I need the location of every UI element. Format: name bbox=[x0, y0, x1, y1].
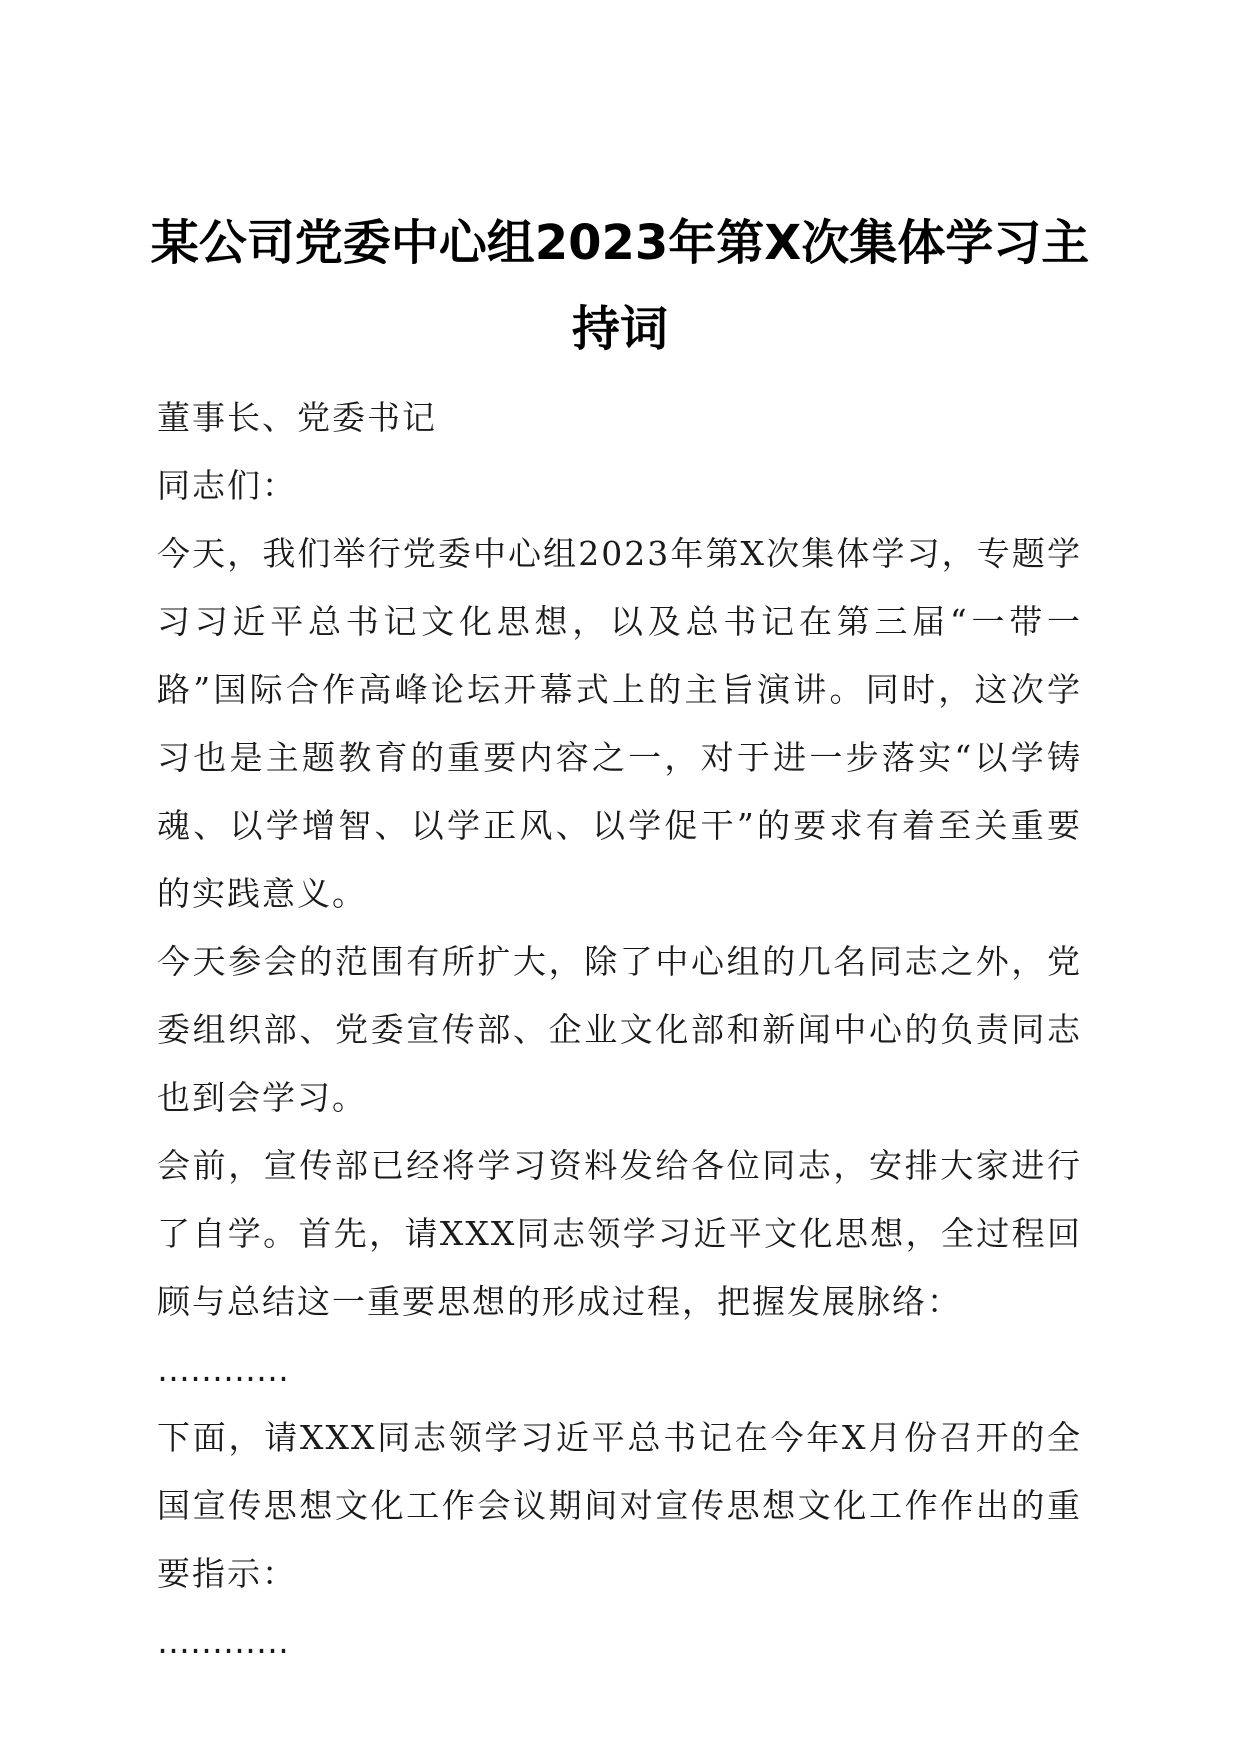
paragraph-intro: 今天，我们举行党委中心组2023年第X次集体学习，专题学习习近平总书记文化思想，以及总书记在第三届“一带一路”国际合作高峰论坛开幕式上的主旨演讲。同时，这次学习也是主题教育的重要内容之一，对于进一步落实“以学铸魂、以学增智、以学正风、以学促干”的要求有着至关重要的实践意义。 bbox=[157, 534, 1082, 913]
salutation: 同志们： bbox=[157, 466, 297, 505]
ellipsis-placeholder: ………… bbox=[157, 1350, 289, 1389]
paragraph-first-session: 会前，宣传部已经将学习资料发给各位同志，安排大家进行了自学。首先，请XXX同志领学习近平文化思想，全过程回顾与总结这一重要思想的形成过程，把握发展脉络： bbox=[157, 1146, 1082, 1321]
document-title: 某公司党委中心组2023年第X次集体学习主持词 bbox=[150, 215, 1090, 357]
ellipsis-placeholder: ………… bbox=[157, 1622, 289, 1661]
document-body bbox=[157, 384, 1082, 1676]
paragraph-second-session: 下面，请XXX同志领学习近平总书记在今年X月份召开的全国宣传思想文化工作会议期间对宣传思想文化工作作出的重要指示： bbox=[157, 1418, 1082, 1593]
paragraph-attendance: 今天参会的范围有所扩大，除了中心组的几名同志之外，党委组织部、党委宣传部、企业文化部和新闻中心的负责同志也到会学习。 bbox=[157, 942, 1082, 1117]
addressee-line: 董事长、党委书记 bbox=[157, 398, 437, 437]
